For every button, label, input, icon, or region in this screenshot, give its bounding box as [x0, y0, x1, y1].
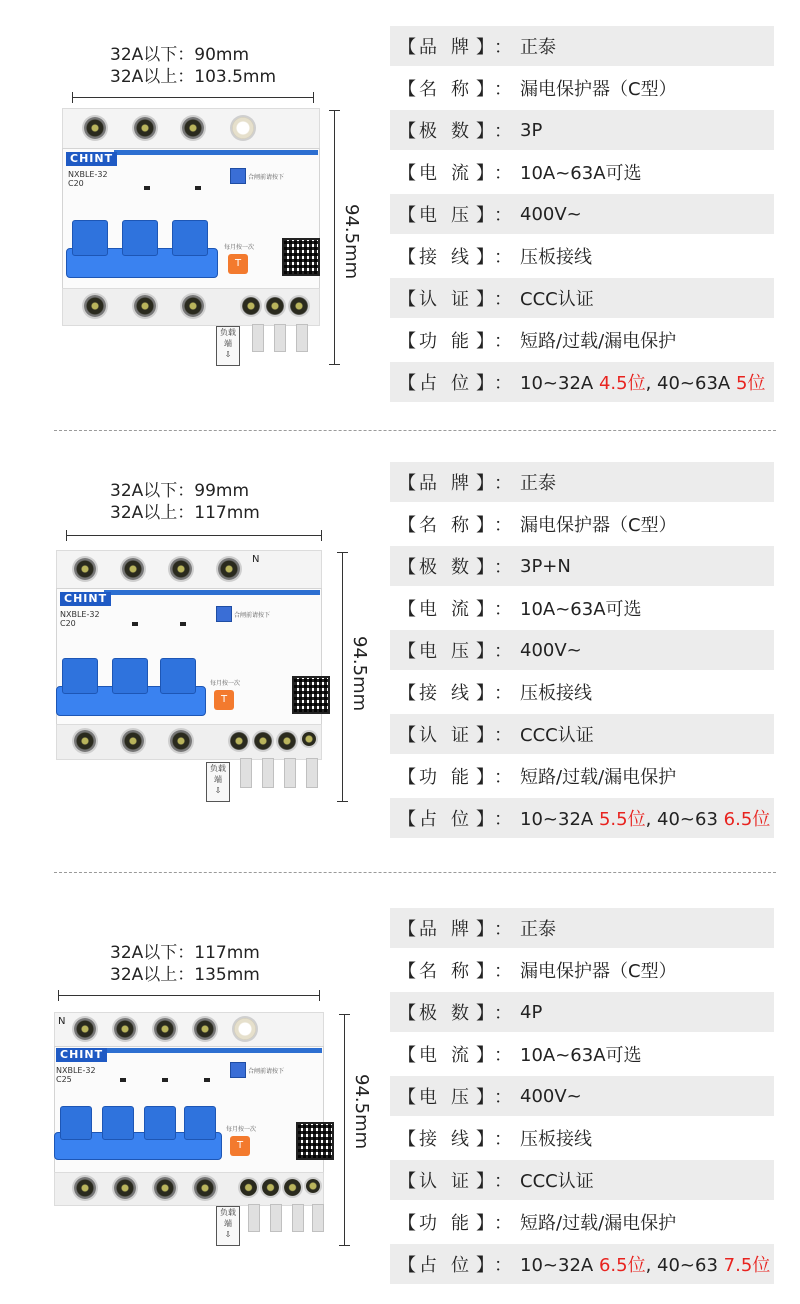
spec-row: 【 极 数 】 ： 3P+N: [390, 546, 774, 586]
spec-value: 漏电保护器（C型）: [520, 79, 677, 100]
load-side-label: 负载端 ⇩: [216, 326, 240, 366]
spec-value: 短路/过载/漏电保护: [520, 331, 677, 352]
spec-label: 【 接 线 】: [390, 1125, 494, 1151]
spec-label-char: 位: [451, 373, 469, 394]
terminal-screw-icon: [262, 1179, 279, 1196]
model-label: NXBLE-32 C20: [60, 610, 100, 628]
spec-value: CCC认证: [520, 725, 594, 746]
spec-label-char: 能: [451, 767, 469, 788]
spec-table-3pn: [390, 462, 774, 840]
terminal-screw-icon: [74, 1018, 96, 1040]
spec-row: 【 品 牌 】 ： 正泰: [390, 462, 774, 502]
spec-label-char: 极: [419, 1003, 437, 1024]
spec-label-char: 流: [451, 599, 469, 620]
terminal-screw-icon: [74, 730, 96, 752]
spec-label-char: 认: [419, 1171, 437, 1192]
terminal-screw-icon: [278, 732, 296, 750]
highlight-value: 5.5位: [598, 809, 646, 830]
width-above-32a: 32A以上：117mm: [110, 503, 260, 523]
terminal-screw-icon: [194, 1177, 216, 1199]
spec-label-char: 电: [419, 599, 437, 620]
highlight-value: 6.5位: [723, 809, 771, 830]
width-dimension-line: [58, 995, 320, 996]
spec-label: 【 品 牌 】: [390, 33, 494, 59]
terminal-screw-icon: [122, 558, 144, 580]
spec-label: 【 电 流 】: [390, 159, 494, 185]
spec-value: 4P: [520, 1001, 543, 1023]
spec-label: 【 认 证 】: [390, 1167, 494, 1193]
model-label: NXBLE-32 C25: [56, 1066, 96, 1084]
spec-label: 【 功 能 】: [390, 327, 494, 353]
spec-value: 短路/过载/漏电保护: [520, 767, 677, 788]
spec-label: 【 电 流 】: [390, 1041, 494, 1067]
spec-label-char: 数: [451, 557, 469, 578]
switch-handle: [112, 658, 148, 694]
spec-label: 【 功 能 】: [390, 763, 494, 789]
spec-row: 【 电 流 】 ： 10A~63A可选: [390, 1034, 774, 1074]
spec-label-char: 名: [419, 79, 437, 100]
spec-row: 【 电 流 】 ： 10A~63A可选: [390, 152, 774, 192]
terminal-screw-icon: [266, 297, 284, 315]
spec-label: 【 极 数 】: [390, 999, 494, 1025]
highlight-value: 5位: [735, 373, 766, 394]
product-section-3pn: [0, 440, 800, 860]
spec-value-part: , 40~63A: [645, 373, 736, 394]
spec-row: 【 名 称 】 ： 漏电保护器（C型）: [390, 68, 774, 108]
switch-handle: [72, 220, 108, 256]
spec-label: 【 占 位 】: [390, 369, 494, 395]
spec-label-char: 位: [451, 1255, 469, 1276]
indicator-window: [230, 1062, 246, 1078]
terminal-screw-icon: [122, 730, 144, 752]
terminal-screw-icon: [218, 558, 240, 580]
spec-row: 【 接 线 】 ： 压板接线: [390, 1118, 774, 1158]
spec-label: 【 电 压 】: [390, 201, 494, 227]
breaker-image-4p: [54, 1012, 326, 1246]
spec-label-char: 电: [419, 163, 437, 184]
spec-label: 【 名 称 】: [390, 511, 494, 537]
spec-label-char: 压: [451, 1087, 469, 1108]
terminal-screw-icon: [170, 730, 192, 752]
spec-label-char: 位: [451, 809, 469, 830]
close-instruction: 合闸前请按下: [248, 1068, 285, 1075]
width-below-32a: 32A以下：117mm: [110, 943, 260, 963]
spec-label-char: 称: [451, 79, 469, 100]
spec-label-char: 品: [419, 919, 437, 940]
test-instruction: 每月按一次: [226, 1126, 257, 1133]
spec-value: [520, 805, 770, 831]
section-divider: [54, 430, 776, 431]
terminal-screw-icon: [74, 1177, 96, 1199]
spec-row: 【 接 线 】 ： 压板接线: [390, 236, 774, 276]
width-dimension-line: [72, 97, 314, 98]
spec-label-char: 证: [451, 289, 469, 310]
spec-label-char: 接: [419, 247, 437, 268]
spec-label: 【 电 压 】: [390, 637, 494, 663]
neutral-mark: N: [252, 554, 260, 565]
spec-label: 【 认 证 】: [390, 285, 494, 311]
highlight-value: 6.5位: [598, 1255, 646, 1276]
spec-label-char: 认: [419, 289, 437, 310]
spec-label-char: 极: [419, 557, 437, 578]
spec-value-part: 10~32A: [520, 1255, 599, 1276]
spec-label-char: 电: [419, 1045, 437, 1066]
spec-label: 【 品 牌 】: [390, 469, 494, 495]
breaker-image-3p: [62, 108, 322, 370]
spec-value: 正泰: [520, 37, 556, 58]
terminal-screw-icon: [182, 117, 204, 139]
spec-label: 【 接 线 】: [390, 679, 494, 705]
spec-label-char: 数: [451, 1003, 469, 1024]
spec-label: 【 极 数 】: [390, 117, 494, 143]
spec-value: 400V~: [520, 639, 582, 661]
height-label: 94.5mm: [351, 1074, 372, 1150]
width-below-32a: 32A以下：90mm: [110, 45, 250, 65]
terminal-screw-icon: [290, 297, 308, 315]
spec-label-char: 证: [451, 725, 469, 746]
spec-label: 【 占 位 】: [390, 805, 494, 831]
spec-label-char: 电: [419, 1087, 437, 1108]
spec-row: 【 占 位 】 ： 10~32A 4.5位, 40~63A 5位: [390, 362, 774, 402]
spec-value: 400V~: [520, 1085, 582, 1107]
load-side-label: 负载端 ⇩: [206, 762, 230, 802]
spec-label-char: 接: [419, 683, 437, 704]
brand-logo: CHINT: [60, 592, 111, 606]
brand-logo: CHINT: [56, 1048, 107, 1062]
spec-row: 【 功 能 】 ： 短路/过载/漏电保护: [390, 1202, 774, 1242]
spec-label-char: 功: [419, 767, 437, 788]
spec-label-char: 牌: [451, 37, 469, 58]
spec-value: 漏电保护器（C型）: [520, 515, 677, 536]
terminal-screw-icon: [302, 732, 316, 746]
spec-label: 【 接 线 】: [390, 243, 494, 269]
spec-label-char: 功: [419, 1213, 437, 1234]
spec-value: 3P+N: [520, 555, 571, 577]
spec-label-char: 占: [419, 1255, 437, 1276]
test-button-icon: T: [228, 254, 248, 274]
close-instruction: 合闸前请按下: [234, 612, 271, 619]
spec-label-char: 能: [451, 1213, 469, 1234]
spec-label-char: 品: [419, 473, 437, 494]
terminal-screw-icon: [134, 295, 156, 317]
spec-label-char: 数: [451, 121, 469, 142]
product-section-4p: [0, 884, 800, 1304]
terminal-screw-icon: [84, 117, 106, 139]
spec-row: 【 电 压 】 ： 400V~: [390, 1076, 774, 1116]
spec-label-char: 名: [419, 961, 437, 982]
terminal-screw-icon: [134, 117, 156, 139]
spec-label-char: 流: [451, 163, 469, 184]
spec-value: 漏电保护器（C型）: [520, 961, 677, 982]
spec-label-char: 名: [419, 515, 437, 536]
highlight-value: 4.5位: [598, 373, 646, 394]
terminal-screw-icon: [234, 1018, 256, 1040]
spec-label: 【 认 证 】: [390, 721, 494, 747]
terminal-screw-icon: [284, 1179, 301, 1196]
switch-handle: [172, 220, 208, 256]
spec-value: 400V~: [520, 203, 582, 225]
terminal-screw-icon: [84, 295, 106, 317]
spec-label-char: 线: [451, 683, 469, 704]
spec-label-char: 认: [419, 725, 437, 746]
spec-table-4p: [390, 908, 774, 1286]
spec-row: 【 电 流 】 ： 10A~63A可选: [390, 588, 774, 628]
spec-label-char: 电: [419, 205, 437, 226]
spec-row: 【 品 牌 】 ： 正泰: [390, 908, 774, 948]
spec-value: [520, 1251, 770, 1277]
spec-value: 压板接线: [520, 683, 592, 704]
switch-handle: [102, 1106, 134, 1140]
spec-label-char: 压: [451, 205, 469, 226]
spec-label: 【 极 数 】: [390, 553, 494, 579]
spec-label-char: 能: [451, 331, 469, 352]
qr-code-icon: [282, 238, 320, 276]
spec-label-char: 证: [451, 1171, 469, 1192]
spec-value: CCC认证: [520, 1171, 594, 1192]
spec-label-char: 压: [451, 641, 469, 662]
spec-row: 【 极 数 】 ： 4P: [390, 992, 774, 1032]
spec-row: 【 品 牌 】 ： 正泰: [390, 26, 774, 66]
spec-label-char: 牌: [451, 919, 469, 940]
spec-row: 【 名 称 】 ： 漏电保护器（C型）: [390, 504, 774, 544]
terminal-screw-icon: [182, 295, 204, 317]
spec-label-char: 占: [419, 809, 437, 830]
spec-row: 【 电 压 】 ： 400V~: [390, 194, 774, 234]
test-button-icon: T: [214, 690, 234, 710]
spec-label: 【 电 压 】: [390, 1083, 494, 1109]
product-section-3p: [0, 0, 800, 420]
spec-label: 【 功 能 】: [390, 1209, 494, 1235]
terminal-screw-icon: [254, 732, 272, 750]
width-above-32a: 32A以上：135mm: [110, 965, 260, 985]
height-label: 94.5mm: [349, 636, 370, 712]
spec-label-char: 称: [451, 961, 469, 982]
spec-row: 【 功 能 】 ： 短路/过载/漏电保护: [390, 756, 774, 796]
indicator-window: [230, 168, 246, 184]
spec-value-part: , 40~63: [645, 1255, 724, 1276]
spec-row: 【 名 称 】 ： 漏电保护器（C型）: [390, 950, 774, 990]
spec-label-char: 占: [419, 373, 437, 394]
spec-value: 正泰: [520, 473, 556, 494]
switch-handle: [122, 220, 158, 256]
spec-value: CCC认证: [520, 289, 594, 310]
spec-label-char: 功: [419, 331, 437, 352]
terminal-screw-icon: [154, 1018, 176, 1040]
spec-label-char: 流: [451, 1045, 469, 1066]
spec-label-char: 极: [419, 121, 437, 142]
test-button-icon: T: [230, 1136, 250, 1156]
switch-handle: [184, 1106, 216, 1140]
spec-row: 【 极 数 】 ： 3P: [390, 110, 774, 150]
spec-row: 【 功 能 】 ： 短路/过载/漏电保护: [390, 320, 774, 360]
switch-handle: [62, 658, 98, 694]
switch-handle: [144, 1106, 176, 1140]
spec-value: 正泰: [520, 919, 556, 940]
height-label: 94.5mm: [341, 204, 362, 280]
width-below-32a: 32A以下：99mm: [110, 481, 250, 501]
spec-value-part: 10~32A: [520, 373, 599, 394]
switch-handle: [60, 1106, 92, 1140]
spec-row: 【 认 证 】 ： CCC认证: [390, 1160, 774, 1200]
spec-value: 压板接线: [520, 247, 592, 268]
terminal-screw-icon: [154, 1177, 176, 1199]
terminal-screw-icon: [194, 1018, 216, 1040]
breaker-image-3pn: [56, 550, 326, 800]
brand-logo: CHINT: [66, 152, 117, 166]
spec-row: 【 认 证 】 ： CCC认证: [390, 714, 774, 754]
spec-row: 【 接 线 】 ： 压板接线: [390, 672, 774, 712]
spec-value: 短路/过载/漏电保护: [520, 1213, 677, 1234]
spec-row: 【 认 证 】 ： CCC认证: [390, 278, 774, 318]
spec-label: 【 品 牌 】: [390, 915, 494, 941]
spec-value: 10A~63A可选: [520, 599, 642, 620]
switch-handle: [160, 658, 196, 694]
qr-code-icon: [296, 1122, 334, 1160]
spec-value: [520, 369, 765, 395]
section-divider: [54, 872, 776, 873]
width-above-32a: 32A以上：103.5mm: [110, 67, 277, 87]
spec-label: 【 电 流 】: [390, 595, 494, 621]
width-dimension-line: [66, 535, 322, 536]
height-dimension-line: [334, 110, 335, 365]
neutral-mark: N: [58, 1016, 66, 1027]
model-label: NXBLE-32 C20: [68, 170, 108, 188]
spec-label-char: 接: [419, 1129, 437, 1150]
spec-value: 3P: [520, 119, 543, 141]
spec-label-char: 线: [451, 1129, 469, 1150]
terminal-screw-icon: [306, 1179, 320, 1193]
spec-row: 【 占 位 】 ： 10~32A 5.5位, 40~63 6.5位: [390, 798, 774, 838]
spec-label: 【 占 位 】: [390, 1251, 494, 1277]
test-instruction: 每月按一次: [210, 680, 241, 687]
terminal-screw-icon: [114, 1177, 136, 1199]
height-dimension-line: [344, 1014, 345, 1246]
close-instruction: 合闸前请按下: [248, 174, 285, 181]
highlight-value: 7.5位: [723, 1255, 771, 1276]
spec-value-part: 10~32A: [520, 809, 599, 830]
qr-code-icon: [292, 676, 330, 714]
spec-label: 【 名 称 】: [390, 957, 494, 983]
spec-value: 10A~63A可选: [520, 1045, 642, 1066]
spec-label-char: 称: [451, 515, 469, 536]
spec-row: 【 占 位 】 ： 10~32A 6.5位, 40~63 7.5位: [390, 1244, 774, 1284]
spec-value: 压板接线: [520, 1129, 592, 1150]
height-dimension-line: [342, 552, 343, 802]
spec-table-3p: [390, 26, 774, 404]
spec-label: 【 名 称 】: [390, 75, 494, 101]
terminal-screw-icon: [232, 117, 254, 139]
spec-value-part: , 40~63: [645, 809, 724, 830]
spec-label-char: 电: [419, 641, 437, 662]
terminal-screw-icon: [74, 558, 96, 580]
terminal-screw-icon: [170, 558, 192, 580]
spec-label-char: 线: [451, 247, 469, 268]
terminal-screw-icon: [114, 1018, 136, 1040]
terminal-screw-icon: [242, 297, 260, 315]
terminal-screw-icon: [240, 1179, 257, 1196]
test-instruction: 每月按一次: [224, 244, 255, 251]
spec-label-char: 品: [419, 37, 437, 58]
spec-label-char: 牌: [451, 473, 469, 494]
spec-value: 10A~63A可选: [520, 163, 642, 184]
load-side-label: 负载端 ⇩: [216, 1206, 240, 1246]
spec-row: 【 电 压 】 ： 400V~: [390, 630, 774, 670]
terminal-screw-icon: [230, 732, 248, 750]
indicator-window: [216, 606, 232, 622]
